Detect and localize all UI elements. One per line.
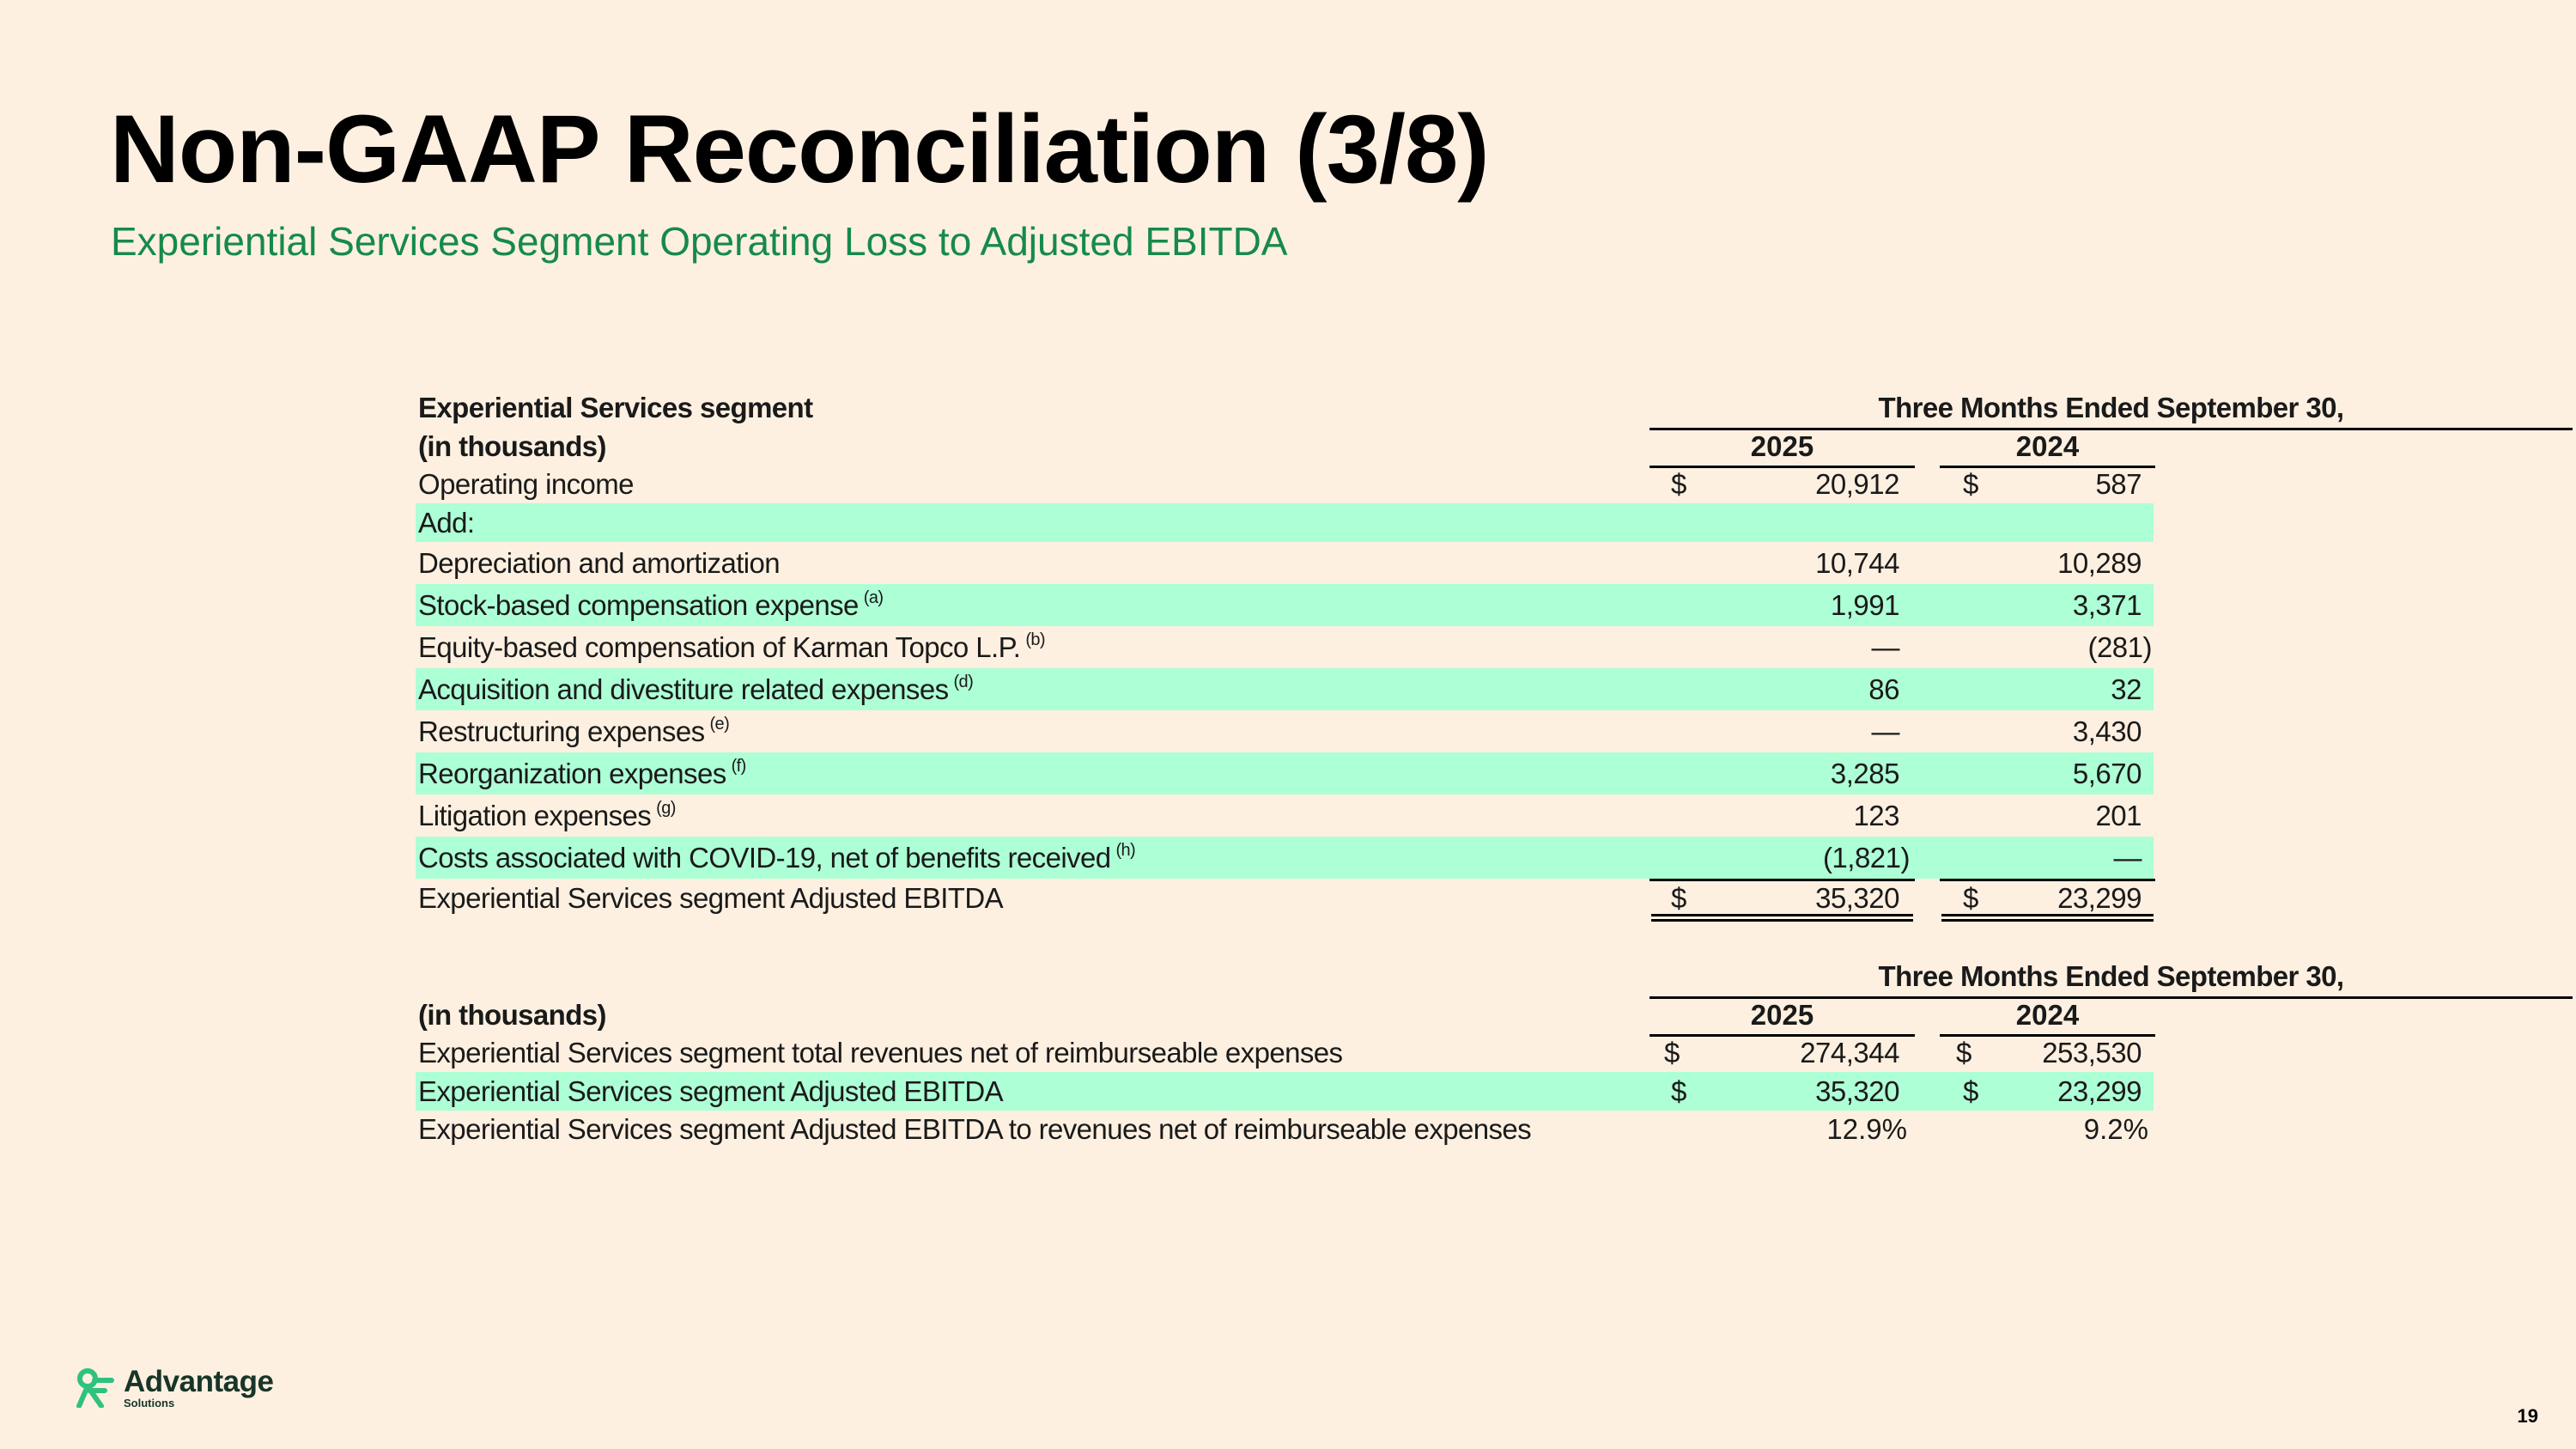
dollar-sign: $: [1963, 882, 1979, 914]
table-row: Experiential Services segment total revenues net of reimburseable expenses $ 274,344 $ 253,530: [416, 1034, 2157, 1072]
table-row: Costs associated with COVID-19, net of benefits received $^{(h)}$ (1,821) —: [416, 837, 2157, 879]
table-row: Equity-based compensation of Karman Topco L.P. $^{(b)}$ — (281): [418, 630, 2152, 663]
footnote-marker: (h): [1115, 841, 1136, 860]
table-row: Acquisition and divestiture related expenses $^{(d)}$ 86 32: [416, 668, 2157, 710]
year-2024-header: 2024: [1940, 428, 2155, 468]
table-row: Depreciation and amortization 10,744 10,289: [418, 547, 2142, 579]
year-2025-header: 2025: [1649, 428, 1915, 468]
dollar-sign: $: [1671, 882, 1687, 914]
table-row: Experiential Services segment Adjusted EBITDA $ 35,320 $ 23,299: [416, 1072, 2157, 1111]
table-row: Stock-based compensation expense $^{(a)}$ 1,991 3,371: [416, 584, 2157, 626]
period-header: Three Months Ended September 30,: [1649, 388, 2573, 430]
table-header-row: [416, 957, 2344, 996]
table-header-row: [416, 388, 2344, 428]
logo-subname: Solutions: [124, 1397, 175, 1409]
units-label: (in thousands): [418, 999, 606, 1031]
total-row: Experiential Services segment Adjusted EBITDA $ 35,320 $ 23,299: [416, 879, 2157, 918]
table-row: Add:: [416, 503, 2157, 542]
table-heading: Experiential Services segment: [418, 392, 813, 423]
table-row: Operating income $ 20,912 $ 587: [416, 466, 2157, 503]
page-title: Non-GAAP Reconciliation (3/8): [110, 95, 1489, 203]
footnote-marker: (e): [709, 715, 730, 734]
page-number: 19: [2517, 1405, 2538, 1427]
company-logo: [76, 1367, 273, 1409]
logo-name: Advantage: [124, 1365, 274, 1398]
dollar-sign: $: [1671, 1075, 1687, 1107]
dollar-sign: $: [1963, 1075, 1979, 1107]
table-row: Reorganization expenses $^{(f)}$ 3,285 5,670: [416, 752, 2157, 795]
table-subheader-row: [416, 428, 2157, 466]
margin-table: [416, 957, 2344, 1148]
table-row: Restructuring expenses $^{(e)}$ — 3,430: [418, 715, 2142, 747]
dollar-sign: $: [1664, 1037, 1680, 1068]
double-underline: [1651, 914, 1913, 922]
period-header: Three Months Ended September 30,: [1649, 957, 2573, 999]
double-underline: [1941, 914, 2154, 922]
table-row: Litigation expenses $^{(g)}$ 123 201: [418, 799, 2142, 831]
units-label: (in thousands): [418, 430, 606, 462]
advantage-logo-icon: [76, 1368, 115, 1408]
footnote-marker: (f): [731, 757, 746, 776]
reconciliation-table: [416, 388, 2344, 918]
year-2025-header: 2025: [1649, 996, 1915, 1037]
footnote-marker: (g): [656, 799, 676, 818]
page-subtitle: Experiential Services Segment Operating Loss to Adjusted EBITDA: [111, 219, 1288, 264]
footnote-marker: (a): [863, 588, 884, 607]
footnote-marker: (d): [953, 673, 974, 691]
dollar-sign: $: [1671, 468, 1687, 500]
year-2024-header: 2024: [1940, 996, 2155, 1037]
footnote-marker: (b): [1025, 630, 1045, 649]
dollar-sign: $: [1963, 468, 1979, 500]
table-row: Experiential Services segment Adjusted EBITDA to revenues net of reimburseable expenses 12.9% 9.2%: [418, 1113, 2148, 1145]
table-subheader-row: [416, 996, 2157, 1034]
dollar-sign: $: [1956, 1037, 1972, 1068]
